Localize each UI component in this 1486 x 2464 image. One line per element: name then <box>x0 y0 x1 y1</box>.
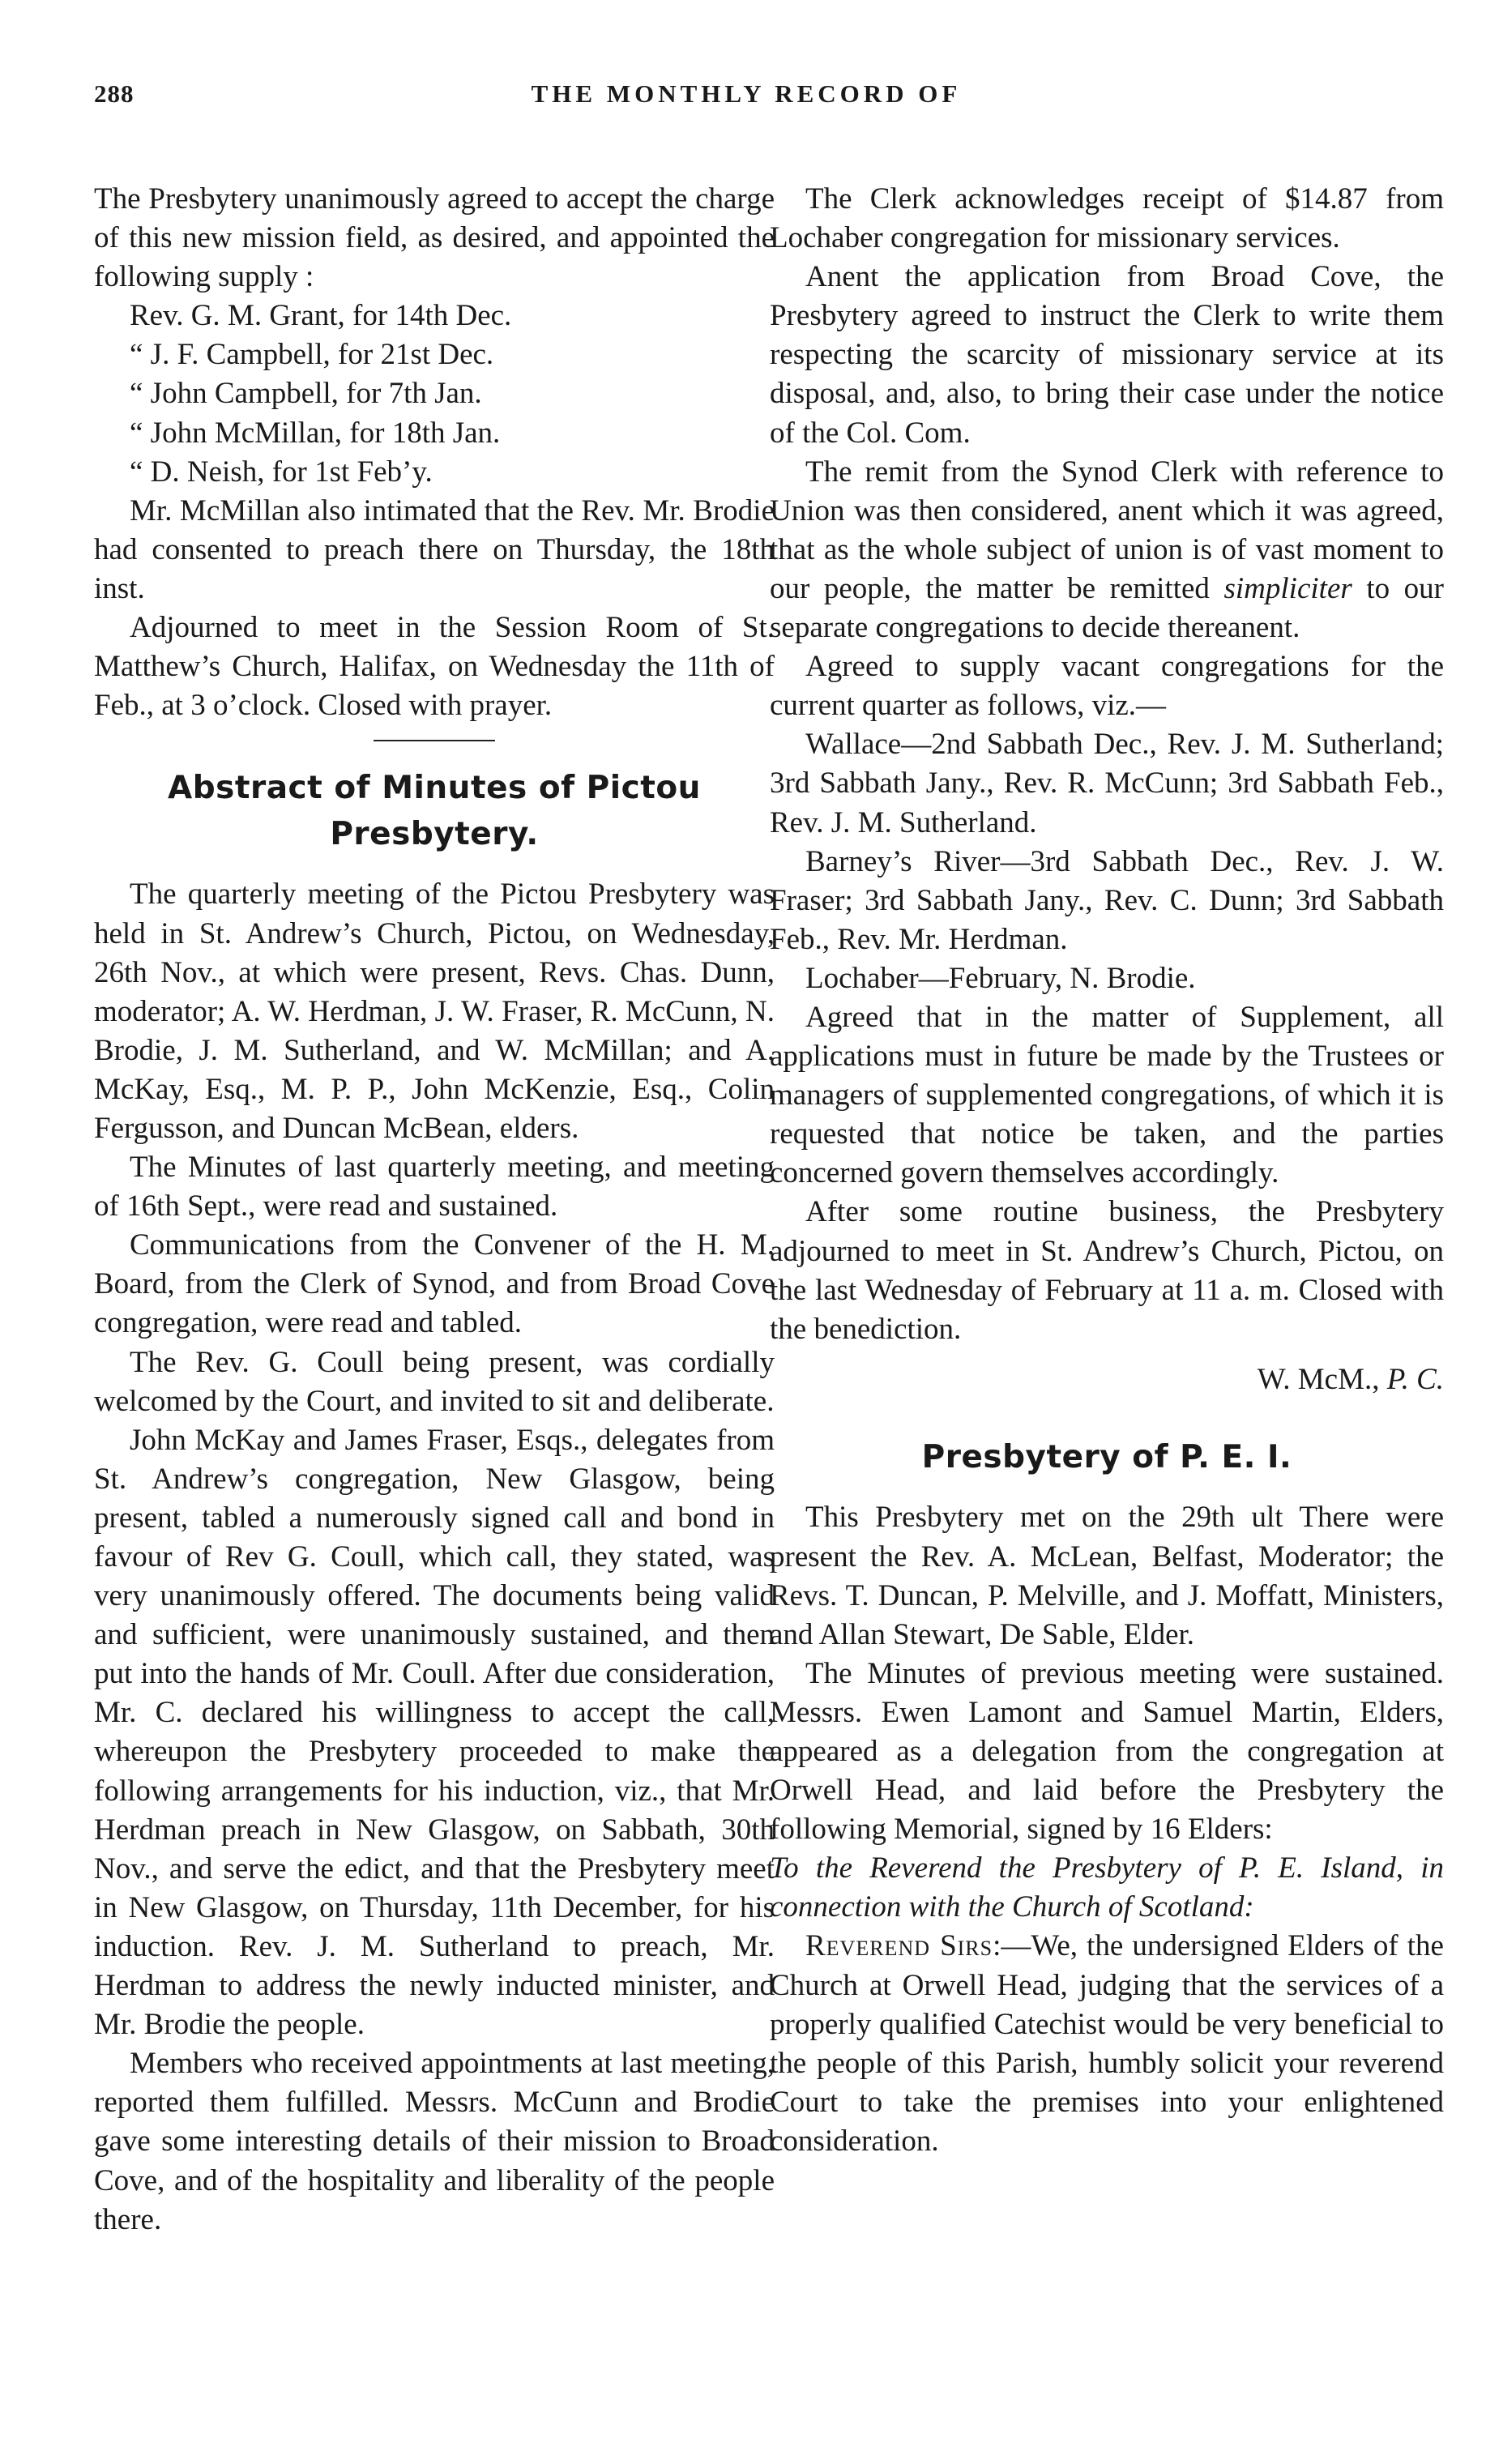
paragraph <box>770 453 1444 647</box>
supply-item: “ John McMillan, for 18th Jan. <box>130 416 501 450</box>
paragraph: After some routine business, the Presbytery adjourned to meet in St. Andrew’s Church, Pictou, on the last Wednesday of February at 11 a. m. Closed with the benediction. <box>770 1195 1444 1346</box>
paragraph: The Minutes of previous meeting were sustained. Messrs. Ewen Lamont and Samuel Martin, Elders, appeared as a delegation from the congregation at Orwell Head, and laid before the Presbytery the following Memorial, signed by 16 Elders: <box>770 1656 1444 1847</box>
page-number: 288 <box>94 79 135 108</box>
paragraph: Barney’s River—3rd Sabbath Dec., Rev. J. W. Fraser; 3rd Sabbath Jany., Rev. C. Dunn; 3rd Sabbath Feb., Rev. Mr. Herdman. <box>770 844 1444 956</box>
paragraph: Agreed to supply vacant congregations for the current quarter as follows, viz.— <box>770 650 1444 723</box>
left-column <box>94 180 775 2240</box>
paragraph <box>770 1927 1444 2161</box>
paragraph: Lochaber—February, N. Brodie. <box>805 961 1196 995</box>
memorial-address: To the Reverend the Presbytery of P. E. Island, in connection with the Church of Scotland: <box>770 1851 1444 1924</box>
supply-item: Rev. G. M. Grant, for 14th Dec. <box>130 299 512 333</box>
supply-item: “ D. Neish, for 1st Feb’y. <box>130 455 433 489</box>
paragraph: Anent the application from Broad Cove, the Presbytery agreed to instruct the Clerk to write them respecting the scarcity of missionary service at its disposal, and, also, to bring their case under the notice of the Col. Com. <box>770 260 1444 450</box>
supply-list <box>94 297 775 491</box>
text-run: :—We, the undersigned Elders of the Church at Orwell Head, judging that the services of a properly qualified Catechist would be very beneficial to the people of this Parish, humbly solicit your reverend Court to take the premises into your enlightened consideration. <box>770 1929 1444 2158</box>
paragraph: Mr. McMillan also intimated that the Rev. Mr. Brodie had consented to preach there on Thursday, the 18th inst. <box>94 493 775 605</box>
italic-term: simpliciter <box>1223 571 1352 605</box>
supply-item: “ John Campbell, for 7th Jan. <box>130 377 482 411</box>
section-heading-pei: Presbytery of P. E. I. <box>921 1438 1292 1475</box>
paragraph: The Clerk acknowledges receipt of $14.87 from Lochaber congregation for missionary services. <box>770 182 1444 255</box>
paragraph: Adjourned to meet in the Session Room of St. Matthew’s Church, Halifax, on Wednesday the 11th of Feb., at 3 o’clock. Closed with prayer. <box>94 611 775 723</box>
text-run: The remit from the Synod Clerk with reference to Union was then considered, anent which it was agreed, that as the whole subject of union is of vast moment to our people, the matter be remitted <box>770 455 1444 605</box>
paragraph: The Presbytery unanimously agreed to accept the charge of this new mission field, as desired, and appointed the following supply : <box>94 182 775 294</box>
paragraph: The Minutes of last quarterly meeting, and meeting of 16th Sept., were read and sustained. <box>94 1151 775 1223</box>
paragraph: The quarterly meeting of the Pictou Presbytery was held in St. Andrew’s Church, Pictou, on Wednesday, 26th Nov., at which were present, Revs. Chas. Dunn, moderator; A. W. Herdman, J. W. Fraser, R. McCunn, N. Brodie, J. M. Sutherland, and W. McMillan; and A. McKay, Esq., M. P. P., John McKenzie, Esq., Colin Fergusson, and Duncan McBean, elders. <box>94 878 775 1145</box>
section-divider <box>374 740 495 741</box>
paragraph: This Presbytery met on the 29th ult There were present the Rev. A. McLean, Belfast, Moderator; the Revs. T. Duncan, P. Melville, and J. Moffatt, Ministers, and Allan Stewart, De Sable, Elder. <box>770 1501 1444 1651</box>
paragraph: John McKay and James Fraser, Esqs., delegates from St. Andrew’s congregation, New Glasgow, being present, tabled a numerously signed call and bond in favour of Rev G. Coull, which call, they stated, was very unanimously offered. The documents being valid and sufficient, were unanimously sustained, and then put into the hands of Mr. Coull. After due consideration, Mr. C. declared his willingness to accept the call, whereupon the Presbytery proceeded to make the following arrangements for his induction, viz., that Mr. Herdman preach in New Glasgow, on Sabbath, 30th Nov., and serve the edict, and that the Presbytery meet in New Glasgow, on Thursday, 11th December, for his induction. Rev. J. M. Sutherland to preach, Mr. Herdman to address the newly inducted minister, and Mr. Brodie the people. <box>94 1423 775 2042</box>
salutation: Reverend Sirs <box>805 1929 993 1963</box>
right-column <box>770 180 1444 2161</box>
signature-title: P. C. <box>1386 1362 1444 1396</box>
supply-item: “ J. F. Campbell, for 21st Dec. <box>130 338 494 372</box>
section-heading-pictou: Abstract of Minutes of Pictou Presbytery. <box>168 770 701 852</box>
paragraph: Wallace—2nd Sabbath Dec., Rev. J. M. Sutherland; 3rd Sabbath Jany., Rev. R. McCunn; 3rd Sabbath Feb., Rev. J. M. Sutherland. <box>770 728 1444 839</box>
signature-name: W. McM., <box>1257 1362 1387 1396</box>
signature <box>770 1360 1444 1399</box>
paragraph: Communications from the Convener of the H. M. Board, from the Clerk of Synod, and from Broad Cove congregation, were read and tabled. <box>94 1228 775 1340</box>
running-title: THE MONTHLY RECORD OF <box>531 79 962 108</box>
paragraph: The Rev. G. Coull being present, was cordially welcomed by the Court, and invited to sit and deliberate. <box>94 1345 775 1418</box>
paragraph: Members who received appointments at last meeting, reported them fulfilled. Messrs. McCunn and Brodie gave some interesting details of their mission to Broad Cove, and of the hospitality and liberality of the people there. <box>94 2047 775 2236</box>
text-run: to our separate congregations to decide thereanent. <box>770 571 1444 645</box>
paragraph: Agreed that in the matter of Supplement, all applications must in future be made by the Trustees or managers of supplemented congregations, of which it is requested that notice be taken, and the parties concerned govern themselves accordingly. <box>770 1000 1444 1190</box>
running-head <box>94 79 1398 120</box>
